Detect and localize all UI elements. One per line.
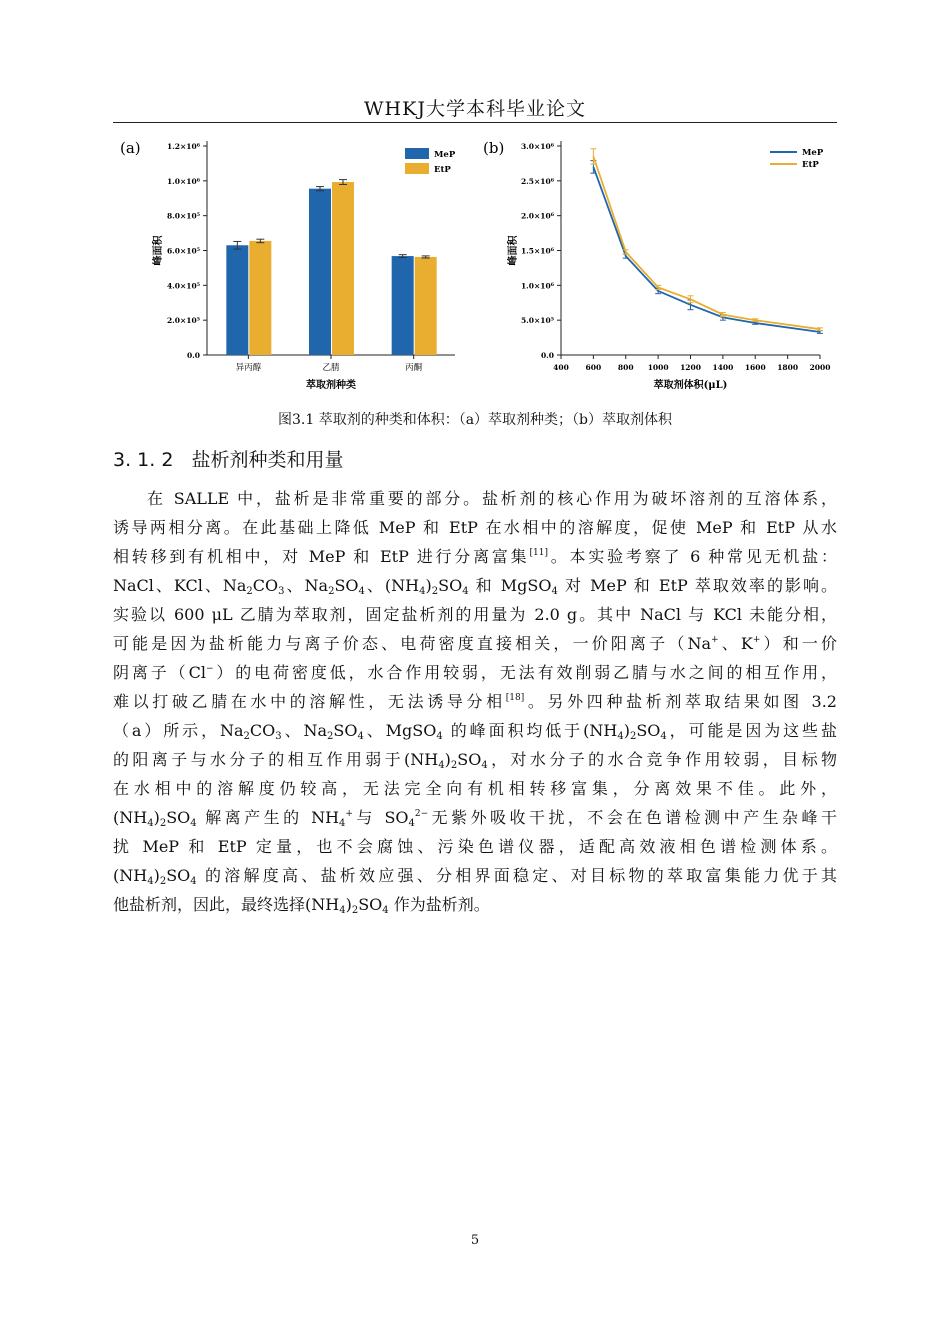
- bar-etp: [332, 182, 354, 355]
- paragraph-line: [113, 774, 837, 803]
- text-run: CO: [249, 721, 276, 740]
- text-run: ，对水分子的水合竞争作用较弱，目标物: [487, 750, 837, 769]
- subscript: 3: [278, 586, 285, 597]
- paragraph-line: [113, 513, 837, 542]
- paragraph-line: [113, 658, 837, 687]
- page-number: 5: [470, 1233, 480, 1248]
- panel-b-label: (b): [483, 139, 505, 157]
- superscript: [11]: [529, 548, 548, 558]
- subscript: 4: [660, 731, 667, 742]
- legend-label-mep: MeP: [434, 150, 456, 160]
- legend-swatch-mep: [405, 148, 429, 159]
- legend-label-mep: MeP: [802, 148, 824, 158]
- section-heading: [113, 445, 343, 472]
- panel-a-label: (a): [120, 139, 141, 157]
- paragraph-line: [113, 542, 837, 571]
- subscript: 2: [629, 731, 637, 742]
- x-tick-label: 400: [553, 363, 569, 372]
- text-run: 难以打破乙腈在水中的溶解性，无法诱导分相: [113, 692, 506, 711]
- y-tick-label: 2.0×10⁵: [166, 316, 200, 326]
- text-run: （a）所示，Na: [113, 721, 244, 740]
- figure-caption: 图3.1 萃取剂的种类和体积：（a）萃取剂种类；（b）萃取剂体积: [277, 412, 673, 428]
- superscript: 2−: [414, 809, 429, 819]
- y-tick-label: 6.0×10⁵: [166, 246, 200, 256]
- subscript: 4: [147, 876, 154, 887]
- x-tick-label: 1400: [712, 363, 734, 372]
- text-run: CO: [252, 576, 279, 595]
- paragraph-line: [113, 803, 837, 832]
- text-run: 阴离子（Cl: [113, 663, 206, 682]
- subscript: 2: [450, 760, 458, 771]
- text-run: SO: [166, 866, 191, 885]
- paragraph-line: [113, 484, 837, 513]
- superscript: +: [345, 809, 353, 819]
- text-run: 诱导两相分离。在此基础上降低 MeP 和 EtP 在水相中的溶解度，促使 MeP 和 EtP 从水: [113, 518, 837, 537]
- text-run: 、(NH: [364, 576, 420, 595]
- x-tick-label: 2000: [809, 363, 831, 372]
- subscript: 4: [382, 905, 389, 916]
- text-run: SO: [457, 750, 482, 769]
- text-run: 、Na: [281, 721, 328, 740]
- subscript: 2: [159, 818, 167, 829]
- y-tick-label: 4.0×10⁵: [166, 281, 200, 291]
- subscript: 3: [275, 731, 282, 742]
- y-tick-label: 0.0: [186, 351, 200, 360]
- subscript: 4: [339, 905, 346, 916]
- text-run: ): [425, 576, 432, 595]
- text-run: 的阳离子与水分子的相互作用弱于(NH: [113, 750, 439, 769]
- text-run: 在水相中的溶解度仍较高，无法完全向有机相转移富集，分离效果不佳。此外，: [113, 779, 837, 798]
- text-run: NaCl、KCl、Na: [113, 576, 247, 595]
- x-tick-label: 800: [617, 363, 634, 372]
- text-run: SO: [438, 576, 463, 595]
- superscript: +: [752, 635, 761, 645]
- y-tick-label: 1.0×10⁶: [520, 281, 554, 291]
- subscript: 4: [462, 586, 469, 597]
- subscript: 4: [190, 818, 197, 829]
- text-run: 作为盐析剂。: [388, 895, 490, 914]
- text-run: 他盐析剂，因此，最终选择(NH: [113, 895, 340, 914]
- text-run: 对 MeP 和 EtP 萃取效率的影响。: [557, 576, 837, 595]
- subscript: 4: [617, 731, 624, 742]
- y-tick-label: 1.0×10⁶: [166, 176, 200, 186]
- text-run: 的峰面积均低于(NH: [442, 721, 618, 740]
- x-axis-title: 萃取剂体积(μL): [653, 380, 728, 391]
- text-run: (NH: [113, 866, 148, 885]
- text-run: 、Na: [284, 576, 329, 595]
- text-run: ): [444, 750, 451, 769]
- text-run: SO: [334, 576, 359, 595]
- subscript: 4: [190, 876, 197, 887]
- paragraph-line: [113, 571, 837, 600]
- text-run: 解离产生的 NH: [196, 808, 340, 827]
- x-tick-label: 异丙醇: [235, 363, 262, 373]
- y-tick-label: 1.5×10⁶: [520, 246, 554, 256]
- subscript: 4: [438, 760, 445, 771]
- legend-swatch-etp: [405, 163, 429, 174]
- text-run: ，可能是因为这些盐: [666, 721, 837, 740]
- text-run: 在 SALLE 中，盐析是非常重要的部分。盐析剂的核心作用为破坏溶剂的互溶体系，: [147, 489, 837, 508]
- series-line-etp: [593, 157, 820, 330]
- text-run: SO: [358, 895, 383, 914]
- x-tick-label: 1800: [777, 363, 799, 372]
- paragraph-line: [113, 716, 837, 745]
- y-tick-label: 0.0: [540, 351, 554, 360]
- text-run: ): [153, 808, 160, 827]
- paragraph-line: [113, 890, 837, 919]
- x-tick-label: 1200: [680, 363, 701, 372]
- text-run: 、K: [718, 634, 753, 653]
- running-header: WHKJ大学本科毕业论文: [364, 98, 586, 120]
- subscript: 4: [419, 586, 426, 597]
- y-axis-title: 峰面积: [153, 235, 164, 266]
- line-chart-extractant-volume: [506, 141, 830, 391]
- paragraph-line: [113, 687, 837, 716]
- legend-label-etp: EtP: [434, 165, 451, 175]
- subscript: 2: [243, 731, 250, 742]
- subscript: 4: [408, 818, 415, 829]
- y-tick-label: 5.0×10⁵: [520, 316, 554, 326]
- text-run: 无紫外吸收干扰，不会在色谱检测中产生杂峰干: [428, 808, 837, 827]
- subscript: 4: [481, 760, 488, 771]
- subscript: 4: [358, 586, 365, 597]
- subscript: 4: [436, 731, 443, 742]
- text-run: 相转移到有机相中，对 MeP 和 EtP 进行分离富集: [113, 547, 530, 566]
- bar-chart-extractant-type: [151, 141, 456, 391]
- x-tick-label: 1000: [647, 363, 669, 372]
- subscript: 2: [327, 731, 334, 742]
- superscript: −: [205, 664, 214, 674]
- y-tick-label: 2.5×10⁶: [520, 176, 554, 186]
- section-title: 盐析剂种类和用量: [191, 449, 344, 471]
- text-run: ）和一价: [760, 634, 837, 653]
- text-run: SO: [333, 721, 358, 740]
- text-run: SO: [166, 808, 191, 827]
- text-run: 。另外四种盐析剂萃取结果如图 3.2: [524, 692, 837, 711]
- text-run: 可能是因为盐析能力与离子价态、电荷密度直接相关，一价阳离子（Na: [113, 634, 712, 653]
- text-run: 与 SO: [352, 808, 409, 827]
- y-tick-label: 3.0×10⁶: [520, 142, 554, 151]
- legend-label-etp: EtP: [802, 160, 819, 170]
- x-tick-label: 乙腈: [322, 363, 340, 373]
- text-run: ): [623, 721, 630, 740]
- subscript: 2: [351, 905, 359, 916]
- text-run: (NH: [113, 808, 148, 827]
- text-run: 的溶解度高、盐析效应强、分相界面稳定、对目标物的萃取富集能力优于其: [196, 866, 837, 885]
- text-run: ): [153, 866, 160, 885]
- section-number: 3. 1. 2: [113, 449, 174, 471]
- subscript: 4: [147, 818, 154, 829]
- paragraph-line: [113, 745, 837, 774]
- subscript: 4: [357, 731, 364, 742]
- text-run: 实验以 600 μL 乙腈为萃取剂，固定盐析剂的用量为 2.0 g。其中 NaCl 与 KCl 未能分相，: [113, 605, 837, 624]
- bar-mep: [309, 189, 331, 355]
- y-axis-title: 峰面积: [508, 235, 519, 266]
- figure-3-1: [0, 0, 950, 400]
- bar-mep: [392, 256, 414, 355]
- subscript: 2: [431, 586, 439, 597]
- bar-etp: [249, 241, 271, 355]
- x-tick-label: 丙酮: [405, 363, 423, 373]
- subscript: 2: [246, 586, 253, 597]
- y-tick-label: 8.0×10⁵: [166, 211, 200, 221]
- y-tick-label: 2.0×10⁶: [520, 211, 554, 221]
- text-run: 、MgSO: [363, 721, 437, 740]
- superscript: [18]: [505, 693, 525, 703]
- x-axis-title: 萃取剂种类: [306, 380, 356, 391]
- subscript: 2: [159, 876, 167, 887]
- bar-mep: [226, 245, 248, 355]
- text-run: ）的电荷密度低，水合作用较弱，无法有效削弱乙腈与水之间的相互作用，: [213, 663, 837, 682]
- paragraph-line: [113, 861, 837, 890]
- text-run: SO: [636, 721, 661, 740]
- subscript: 2: [328, 586, 335, 597]
- text-run: 扰 MeP 和 EtP 定量，也不会腐蚀、污染色谱仪器，适配高效液相色谱检测体系。: [113, 837, 837, 856]
- paragraph-line: [113, 629, 837, 658]
- subscript: 4: [339, 818, 346, 829]
- x-tick-label: 600: [585, 363, 602, 372]
- superscript: +: [711, 635, 719, 645]
- y-tick-label: 1.2×10⁶: [166, 142, 200, 151]
- text-run: 和 MgSO: [468, 576, 552, 595]
- bar-etp: [415, 257, 437, 355]
- subscript: 4: [551, 586, 558, 597]
- x-tick-label: 1600: [744, 363, 766, 372]
- text-run: ): [345, 895, 352, 914]
- body-paragraph: [113, 484, 837, 919]
- text-run: 。本实验考察了 6 种常见无机盐：: [547, 547, 837, 566]
- paragraph-line: [113, 832, 837, 861]
- paragraph-line: [113, 600, 837, 629]
